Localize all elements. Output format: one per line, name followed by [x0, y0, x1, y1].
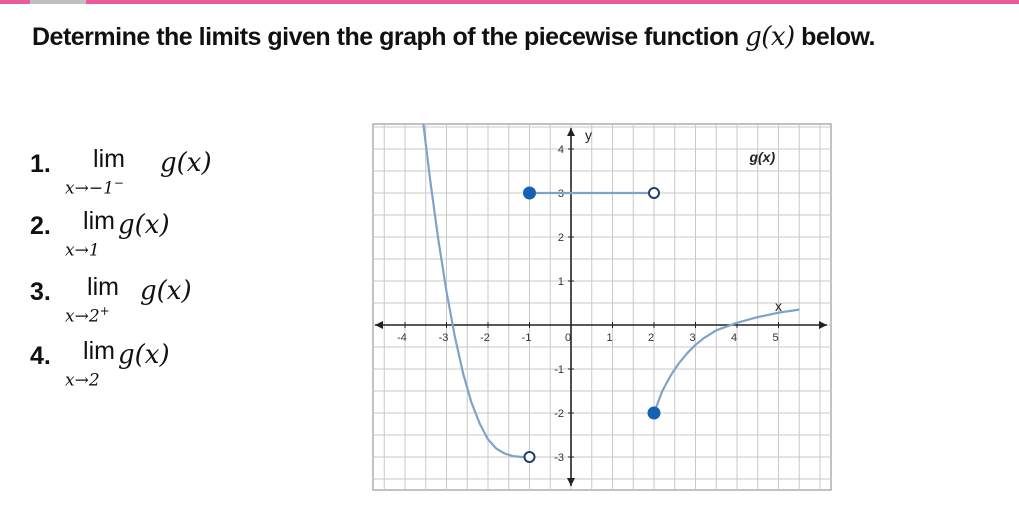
- side-superscript: −: [113, 176, 124, 190]
- x-axis-label: x: [775, 298, 782, 314]
- approach-text: x→2: [65, 306, 100, 327]
- graph-panel: [362, 112, 840, 496]
- problem-3: [30, 272, 350, 327]
- y-axis-label: y: [585, 127, 592, 143]
- problem-1: [30, 144, 350, 199]
- title-function: g(x): [745, 22, 795, 52]
- limit-function: g(x): [140, 276, 192, 306]
- approach-text: x→−1: [65, 178, 114, 199]
- limit-approach: [63, 174, 155, 198]
- side-superscript: +: [99, 304, 110, 318]
- y-tick-label: 1: [557, 276, 564, 288]
- x-tick-label: 4: [730, 332, 738, 344]
- y-tick-label: 3: [557, 188, 564, 200]
- title-prefix: Determine the limits given the graph of the piecewise function: [32, 23, 739, 51]
- y-tick-label: -1: [554, 364, 564, 376]
- page-title: [32, 22, 1012, 52]
- limit-function: g(x): [118, 340, 170, 370]
- problem-number: 1.: [30, 150, 51, 178]
- top-accent-mark: [30, 0, 86, 4]
- x-tick-label: -1: [521, 332, 532, 344]
- lim-word: lim: [83, 337, 115, 365]
- problem-4: [30, 336, 350, 391]
- approach-text: x→1: [65, 240, 100, 261]
- lim-word: lim: [93, 145, 125, 173]
- x-tick-label: -4: [397, 332, 407, 344]
- x-tick-label: -3: [438, 332, 449, 344]
- limit-approach: [63, 302, 143, 326]
- open-point: [649, 188, 659, 198]
- y-tick-label: -2: [554, 408, 564, 420]
- problem-2: [30, 206, 350, 261]
- x-tick-label: -2: [480, 332, 490, 344]
- x-tick-label: 0: [564, 332, 572, 344]
- graph-label: g(x): [749, 149, 776, 166]
- limit-notation: [63, 272, 143, 326]
- y-tick-label: 4: [557, 144, 564, 156]
- y-tick-label: 2: [557, 232, 564, 244]
- y-tick-label: -3: [554, 452, 564, 464]
- limit-function: g(x): [160, 148, 212, 178]
- closed-point: [648, 407, 661, 420]
- limit-function: g(x): [118, 210, 170, 240]
- function-graph: [362, 112, 840, 496]
- approach-text: x→2: [65, 370, 100, 391]
- x-tick-label: 2: [647, 332, 655, 344]
- x-tick-label: 5: [772, 332, 779, 344]
- problem-number: 4.: [30, 342, 51, 370]
- lim-word: lim: [83, 207, 115, 235]
- problem-number: 2.: [30, 212, 51, 240]
- x-tick-label: 1: [606, 332, 613, 344]
- open-point: [525, 452, 535, 462]
- problem-number: 3.: [30, 278, 51, 306]
- x-tick-label: 3: [689, 332, 696, 344]
- top-accent-bar: [0, 0, 1019, 4]
- limit-notation: [63, 144, 155, 198]
- closed-point: [523, 187, 536, 200]
- title-suffix: below.: [801, 23, 875, 51]
- lim-word: lim: [87, 273, 119, 301]
